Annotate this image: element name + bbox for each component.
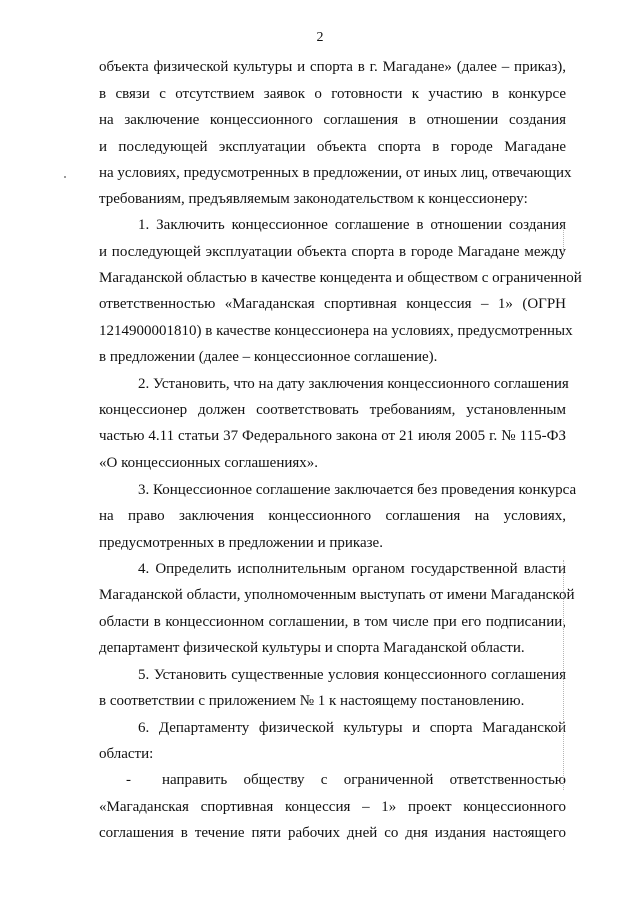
text-line: 1214900001810) в качестве концессионера на условиях, предусмотренных (99, 323, 573, 339)
text-line: на право заключения концессионного соглашения на условиях, (99, 508, 566, 524)
item-1-first-line: 1. Заключить концессионное соглашение в отношении создания (138, 217, 566, 233)
text-line: на заключение концессионного соглашения в отношении создания (99, 112, 566, 128)
text-line: требованиям, предъявляемым законодательством к концессионеру: (99, 191, 528, 207)
text-line: Магаданской области, уполномоченным выступать от имени Магаданской (99, 587, 575, 603)
item-3-first-line: 3. Концессионное соглашение заключается без проведения конкурса (138, 482, 577, 498)
text-line: соглашения в течение пяти рабочих дней со дня издания настоящего (99, 825, 566, 841)
item-6-first-line: 6. Департаменту физической культуры и спорта Магаданской (138, 720, 566, 736)
scan-edge-mark (563, 225, 565, 255)
text-line: концессионер должен соответствовать требованиям, установленным (99, 402, 566, 418)
text-line: департамент физической культуры и спорта Магаданской области. (99, 640, 525, 656)
page-number: 2 (316, 30, 324, 45)
text-line: ответственностью «Магаданская спортивная концессия – 1» (ОГРН (99, 296, 566, 312)
item-2-first-line: 2. Установить, что на дату заключения концессионного соглашения (138, 376, 569, 392)
text-line: области: (99, 746, 154, 762)
text-line: в соответствии с приложением № 1 к настоящему постановлению. (99, 693, 525, 709)
text-line: и последующей эксплуатации объекта спорта в городе Магадане (99, 139, 566, 155)
scan-speck (64, 176, 66, 178)
text-line: на условиях, предусмотренных в предложении, от иных лиц, отвечающих (99, 165, 572, 181)
text-line: частью 4.11 статьи 37 Федерального закона от 21 июля 2005 г. № 115-ФЗ (99, 428, 566, 444)
list-item-first-line: направить обществу с ограниченной ответственностью (162, 772, 566, 788)
text-line: «Магаданская спортивная концессия – 1» проект концессионного (99, 799, 566, 815)
item-5-first-line: 5. Установить существенные условия концессионного соглашения (138, 667, 566, 683)
list-dash: - (126, 772, 131, 788)
text-line: и последующей эксплуатации объекта спорта в городе Магадане между (99, 244, 566, 260)
text-line: предусмотренных в предложении и приказе. (99, 535, 383, 551)
text-line: в связи с отсутствием заявок о готовности к участию в конкурсе (99, 86, 566, 102)
text-line: области в концессионном соглашении, в том числе при его подписании, (99, 614, 566, 630)
text-line: Магаданской областью в качестве концедента и обществом с ограниченной (99, 270, 582, 286)
text-line: «О концессионных соглашениях». (99, 455, 319, 471)
scan-edge-mark (563, 560, 565, 790)
text-line: в предложении (далее – концессионное соглашение). (99, 349, 438, 365)
item-4-first-line: 4. Определить исполнительным органом государственной власти (138, 561, 566, 577)
text-line: объекта физической культуры и спорта в г. Магадане» (далее – приказ), (99, 59, 566, 75)
